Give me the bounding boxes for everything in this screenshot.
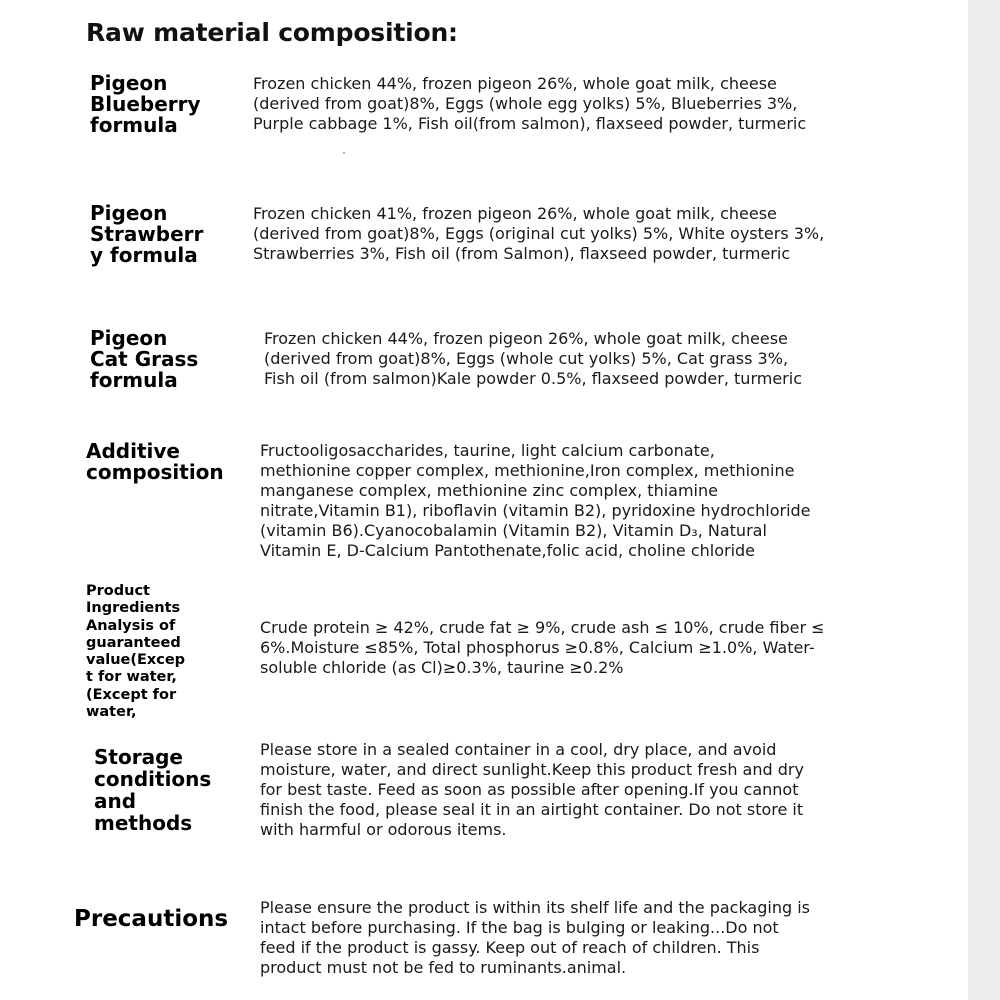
label-storage-conditions: Storage conditions and methods bbox=[94, 745, 212, 835]
label-cat-grass-formula: Pigeon Cat Grass formula bbox=[90, 326, 199, 392]
text-precautions: Please ensure the product is within its shelf life and the packaging is intact before purchasing. If the bag is bulging or leaking...Do not feed if the product is gassy. Keep out of reach of children. This product must not be fed to ruminants.animal. bbox=[260, 898, 810, 977]
label-precautions: Precautions bbox=[74, 906, 229, 932]
label-guaranteed-analysis: Product Ingredients Analysis of guaranteed value(Excep t for water, (Except for water, bbox=[86, 583, 186, 721]
label-additive-composition: Additive composition bbox=[86, 439, 224, 484]
label-blueberry-formula: Pigeon Blueberry formula bbox=[90, 71, 201, 137]
page-title: Raw material composition: bbox=[86, 18, 458, 47]
stray-dot bbox=[343, 152, 345, 154]
text-strawberry-formula: Frozen chicken 41%, frozen pigeon 26%, whole goat milk, cheese (derived from goat)8%, Eggs (original cut yolks) 5%, White oysters 3%, Strawberries 3%, Fish oil (from Salmon), flaxseed powder, turmeric bbox=[253, 204, 825, 263]
text-guaranteed-analysis: Crude protein ≥ 42%, crude fat ≥ 9%, crude ash ≤ 10%, crude fiber ≤ 6%.Moisture ≤85%, Total phosphorus ≥0.8%, Calcium ≥1.0%, Water- soluble chloride (as Cl)≥0.3%, taurine ≥0.2% bbox=[260, 618, 825, 677]
text-blueberry-formula: Frozen chicken 44%, frozen pigeon 26%, whole goat milk, cheese (derived from goat)8%, Eggs (whole egg yolks) 5%, Blueberries 3%, Purple cabbage 1%, Fish oil(from salmon), flaxseed powder, turmeric bbox=[253, 74, 807, 133]
text-storage-conditions: Please store in a sealed container in a cool, dry place, and avoid moisture, water, and direct sunlight.Keep this product fresh and dry for best taste. Feed as soon as possible after opening.If you cannot finish the food, please seal it in an airtight container. Do not store it with harmful or odorous items. bbox=[260, 740, 804, 839]
text-cat-grass-formula: Frozen chicken 44%, frozen pigeon 26%, whole goat milk, cheese (derived from goat)8%, Eggs (whole cut yolks) 5%, Cat grass 3%, Fish oil (from salmon)Kale powder 0.5%, flaxseed powder, turmeric bbox=[264, 329, 802, 388]
label-strawberry-formula: Pigeon Strawberr y formula bbox=[90, 201, 204, 267]
text-additive-composition: Fructooligosaccharides, taurine, light calcium carbonate, methionine copper complex, methionine,Iron complex, methionine manganese complex, methionine zinc complex, thiamine nitrate,Vitamin B1), riboflavin (vitamin B2), pyridoxine hydrochloride (vitamin B6).Cyanocobalamin (Vitamin B2), Vitamin D₃, Natural Vitamin E, D-Calcium Pantothenate,folic acid, choline chloride bbox=[260, 441, 811, 560]
